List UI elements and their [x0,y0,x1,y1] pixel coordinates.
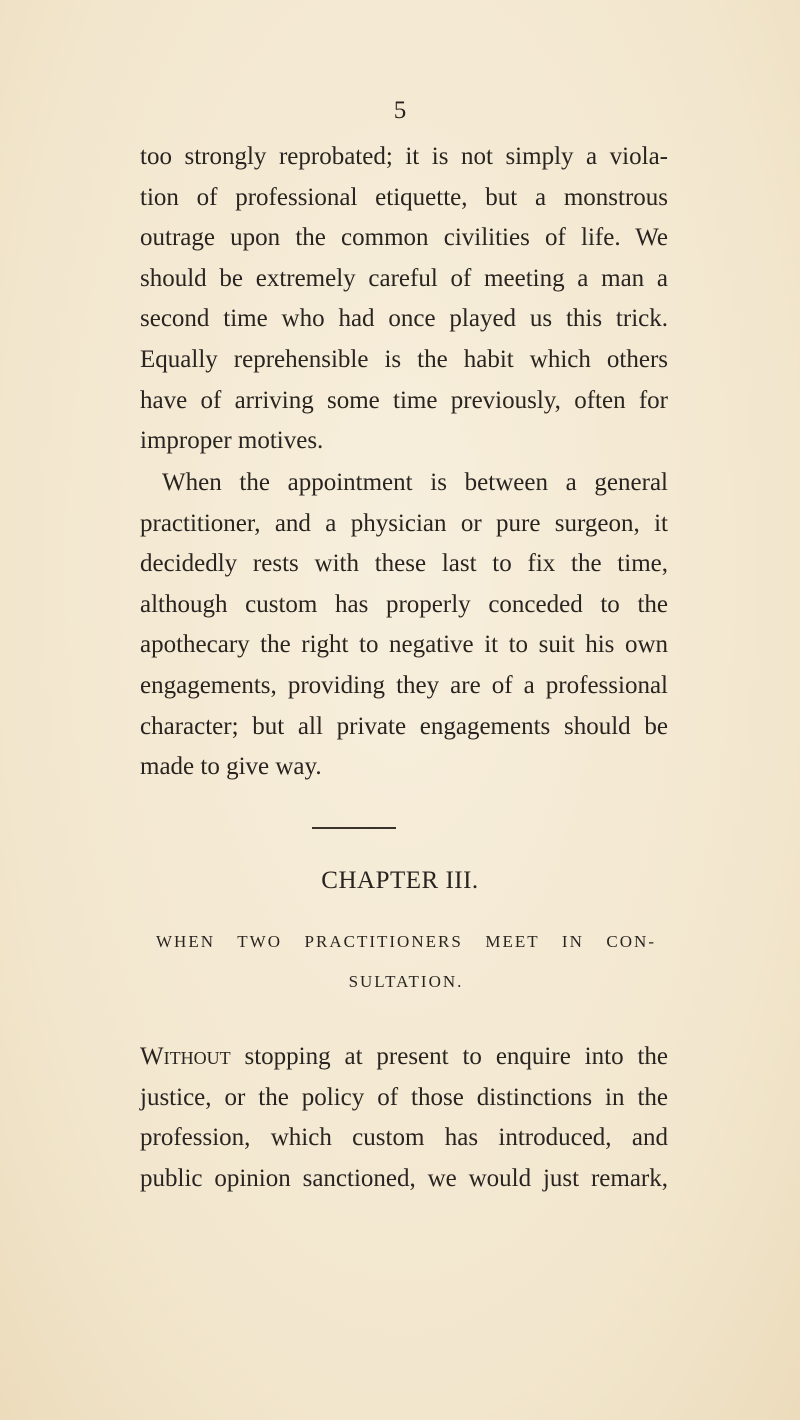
text-line: engagements, providing they are of a professional [140,671,668,699]
section-divider [312,827,396,829]
text-line: made to give way. [140,753,322,781]
text-line: apothecary the right to negative it to suit his own [140,631,668,659]
text-line: too strongly reprobated; it is not simply a viola- [140,143,668,170]
text-line: improper motives. [140,427,324,455]
text-line: practitioner, and a physician or pure surgeon, it [140,509,668,537]
text-line: outrage upon the common civilities of life. We [140,224,668,252]
text-line-rest: stopping at present to enquire into the [230,1043,668,1070]
text-line: have of arriving some time previously, often for [140,386,668,414]
text-line: When the appointment is between a general [162,469,668,496]
chapter-subtitle-line: WHEN TWO PRACTITIONERS MEET IN CON- [156,932,656,951]
text-line: tion of professional etiquette, but a monstrous [140,183,668,211]
paragraph-continued [140,137,668,462]
paragraph-appointment [140,463,668,788]
text-line: decidedly rests with these last to fix the time, [140,550,668,578]
text-line: public opinion sanctioned, we would just remark, [140,1164,668,1192]
text-line: Equally reprehensible is the habit which others [140,345,668,373]
page-number: 5 [393,97,407,124]
text-line: should be extremely careful of meeting a man a [140,264,668,292]
text-line: second time who had once played us this trick. [140,305,668,333]
chapter-title: CHAPTER III. [321,867,479,894]
drop-word: Without [140,1043,231,1070]
text-line [140,1037,668,1078]
chapter-subtitle-line: SULTATION. [348,972,464,991]
text-line: although custom has properly conceded to the [140,590,668,618]
text-line: justice, or the policy of those distinctions in the [140,1083,668,1111]
chapter-subtitle [156,922,656,1002]
text-line: character; but all private engagements should be [140,712,668,740]
text-line: profession, which custom has introduced, and [140,1124,668,1152]
paragraph-consultation [140,1037,668,1199]
